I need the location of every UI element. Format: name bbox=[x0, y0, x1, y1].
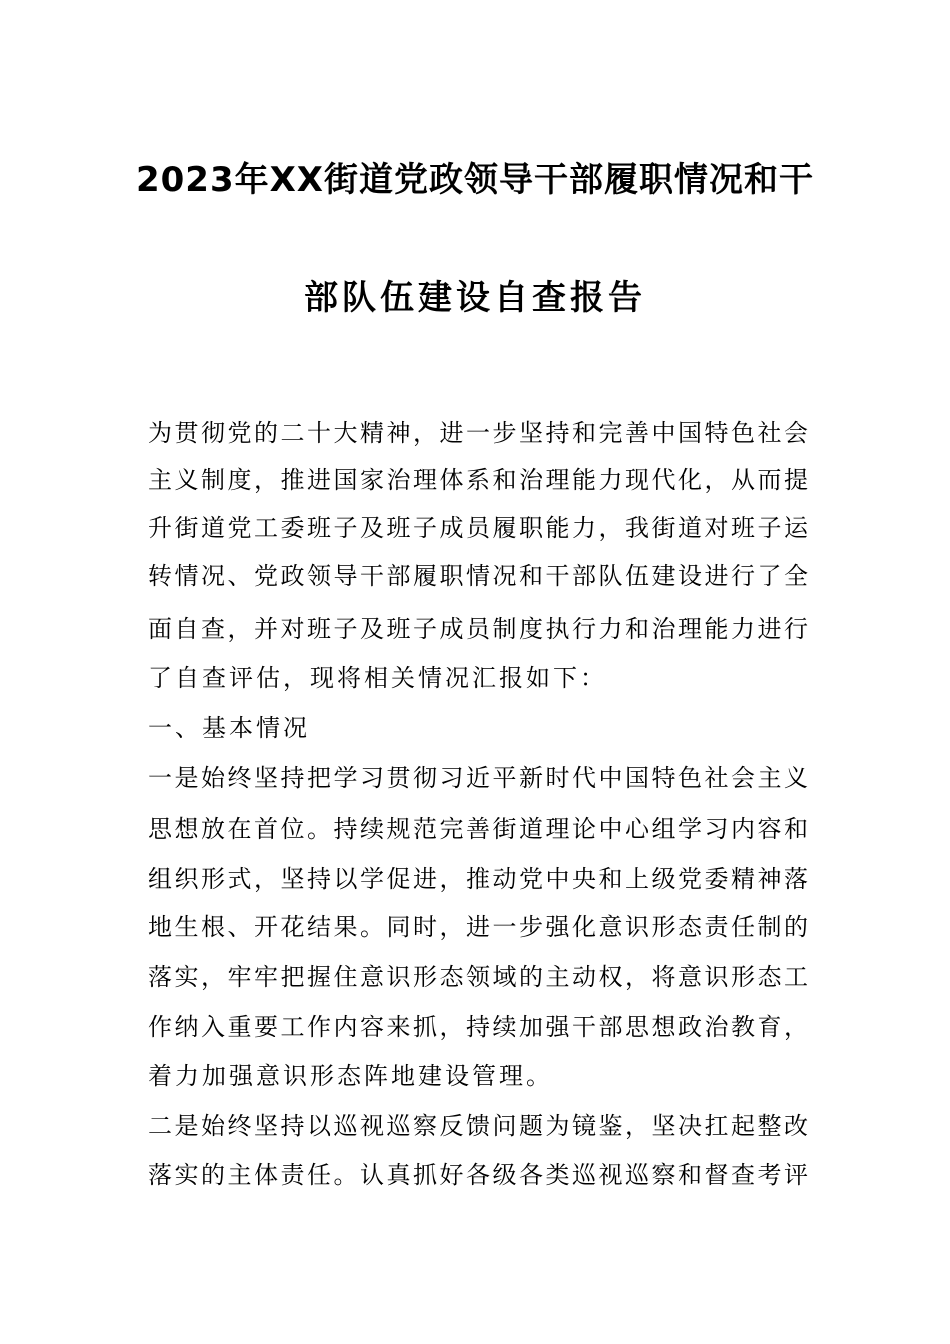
body-line: 落实的主体责任。认真抓好各级各类巡视巡察和督查考评 bbox=[148, 1161, 808, 1189]
body-line: 组织形式，坚持以学促进，推动党中央和上级党委精神落 bbox=[148, 865, 808, 893]
body-line: 主义制度，推进国家治理体系和治理能力现代化，从而提 bbox=[148, 466, 808, 494]
body-line: 思想放在首位。持续规范完善街道理论中心组学习内容和 bbox=[148, 815, 808, 843]
body-line: 转情况、党政领导干部履职情况和干部队伍建设进行了全 bbox=[148, 562, 808, 590]
body-line: 落实，牢牢把握住意识形态领域的主动权，将意识形态工 bbox=[148, 963, 808, 991]
body-line: 面自查，并对班子及班子成员制度执行力和治理能力进行 bbox=[148, 615, 808, 643]
body-line: 升街道党工委班子及班子成员履职能力，我街道对班子运 bbox=[148, 514, 808, 542]
document-title-line-1: 2023年XX街道党政领导干部履职情况和干 bbox=[135, 160, 815, 200]
body-line: 了自查评估，现将相关情况汇报如下： bbox=[148, 664, 607, 692]
body-line: 地生根、开花结果。同时，进一步强化意识形态责任制的 bbox=[148, 913, 808, 941]
body-line: 二是始终坚持以巡视巡察反馈问题为镜鉴，坚决扛起整改 bbox=[148, 1112, 808, 1140]
section-heading: 一、基本情况 bbox=[148, 714, 310, 742]
body-line: 着力加强意识形态阵地建设管理。 bbox=[148, 1062, 553, 1090]
body-line: 为贯彻党的二十大精神，进一步坚持和完善中国特色社会 bbox=[148, 419, 808, 447]
body-line: 作纳入重要工作内容来抓，持续加强干部思想政治教育， bbox=[148, 1013, 808, 1041]
body-line: 一是始终坚持把学习贯彻习近平新时代中国特色社会主义 bbox=[148, 764, 808, 792]
document-title-line-2: 部队伍建设自查报告 bbox=[304, 278, 646, 318]
